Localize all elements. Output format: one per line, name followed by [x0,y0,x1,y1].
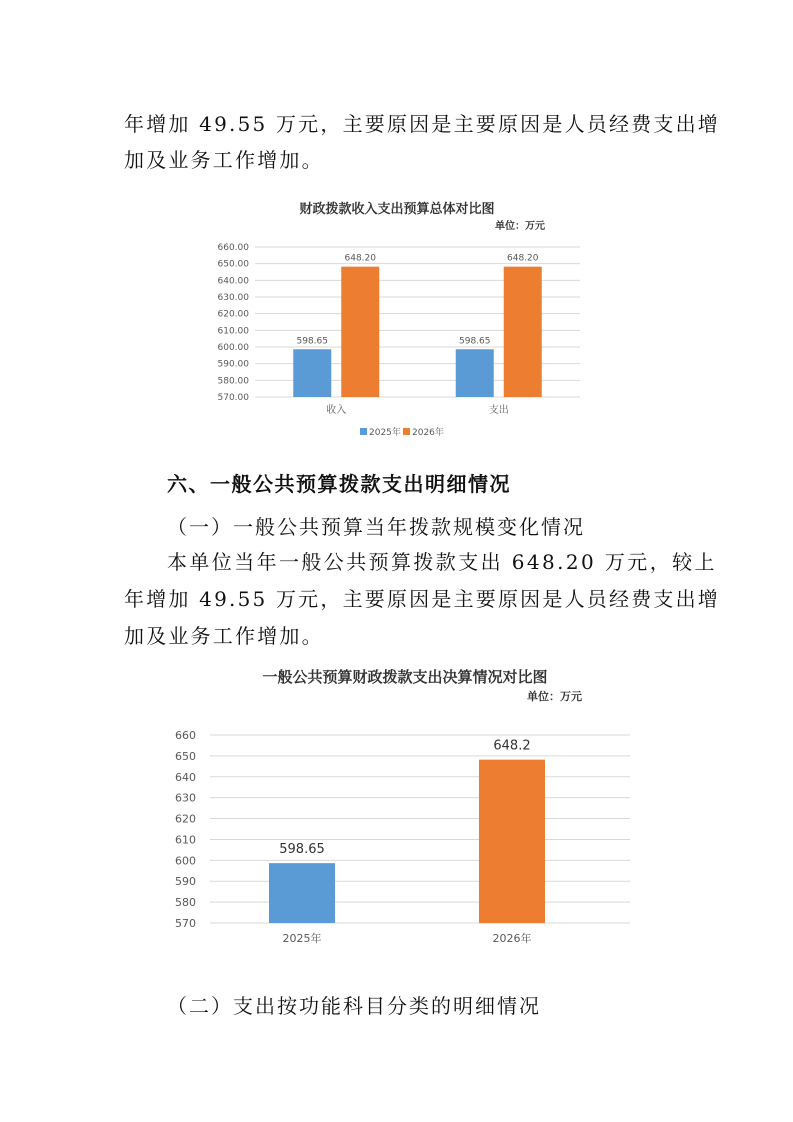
legend-label-2025: 2025年 [369,428,401,438]
chart-expenditure-comparison [160,658,640,958]
chart1-ytick-label: 570.00 [217,393,249,403]
chart1-bar [341,267,379,397]
legend-swatch-2025 [360,428,367,435]
chart2-ytick-label: 580 [175,896,196,910]
chart2-data-label: 648.2 [493,738,531,754]
chart2-ytick-label: 590 [175,875,196,889]
subsection-2-heading: （二）支出按功能科目分类的明细情况 [167,994,541,1018]
chart1-bar [293,349,331,397]
chart2-data-label: 598.65 [279,842,325,858]
chart2-bar [479,760,545,923]
chart2-ytick-label: 620 [175,812,196,826]
paragraph-top-line-2: 加及业务工作增加。 [124,148,324,172]
chart2-ytick-label: 640 [175,770,196,784]
section-6-heading: 六、一般公共预算拨款支出明细情况 [167,472,511,496]
paragraph-top-line-1: 年增加 49.55 万元，主要原因是主要原因是人员经费支出增 [124,112,720,136]
chart1-ytick-label: 590.00 [217,359,249,370]
chart1-unit: 单位：万元 [495,221,545,232]
chart1-ytick-label: 660.00 [217,243,249,253]
chart2-ytick-label: 650 [175,749,196,763]
chart1-title: 财政拨款收入支出预算总体对比图 [299,202,495,217]
paragraph-body-line-1: 本单位当年一般公共预算拨款支出 648.20 万元，较上 [167,550,717,574]
chart2-category-label: 2025年 [282,932,322,945]
chart2-category-label: 2026年 [492,932,532,945]
chart2-ytick-label: 630 [175,791,196,805]
chart1-ytick-label: 650.00 [217,259,249,270]
chart1-ytick-label: 640.00 [217,276,249,287]
chart2-bar [269,863,335,923]
chart1-ytick-label: 630.00 [217,293,249,303]
chart1-ytick-label: 580.00 [217,376,249,387]
chart1-category-label: 收入 [326,405,347,416]
chart1-bar [456,349,494,397]
chart2-ytick-label: 570 [175,917,196,930]
chart2-ytick-label: 660 [175,729,196,742]
chart1-data-label: 648.20 [507,253,539,264]
chart1-bar [504,267,542,397]
chart1-ytick-label: 620.00 [217,309,249,320]
chart1-data-label: 598.65 [296,336,328,347]
chart1-ytick-label: 610.00 [217,326,249,337]
chart1-data-label: 648.20 [344,253,376,264]
paragraph-body-line-2: 年增加 49.55 万元，主要原因是主要原因是人员经费支出增 [124,587,720,611]
legend-label-2026: 2026年 [412,428,444,438]
chart2-ytick-label: 600 [175,854,196,868]
chart2-unit: 单位：万元 [527,690,582,703]
paragraph-body-line-3: 加及业务工作增加。 [124,624,324,648]
chart1-ytick-label: 600.00 [217,343,249,353]
subsection-1-heading: （一）一般公共预算当年拨款规模变化情况 [167,515,585,539]
chart-budget-comparison [205,195,590,445]
chart2-ytick-label: 610 [175,833,196,847]
chart2-title: 一般公共预算财政拨款支出决算情况对比图 [262,668,548,686]
legend-swatch-2026 [403,428,410,435]
chart1-data-label: 598.65 [459,336,491,347]
chart1-category-label: 支出 [488,405,509,416]
